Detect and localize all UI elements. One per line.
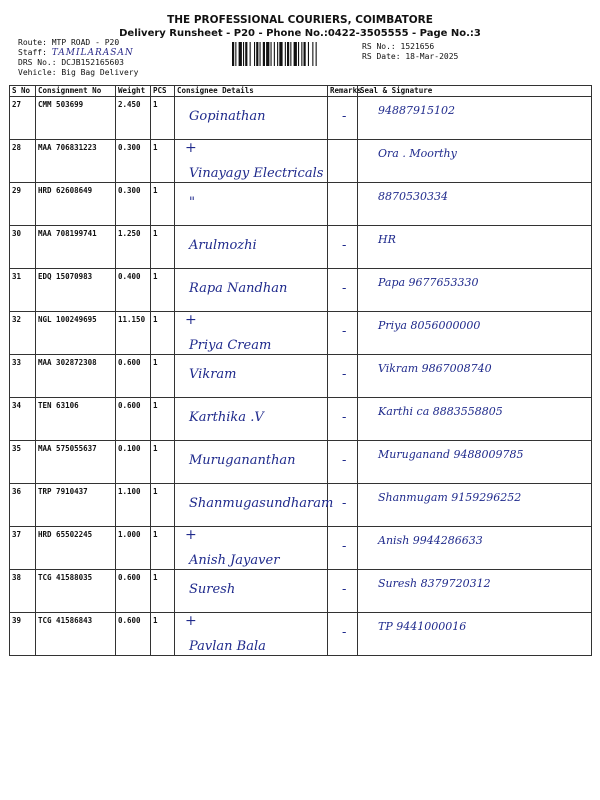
cell-pcs: 1 <box>151 441 175 484</box>
cell-sno: 37 <box>10 527 36 570</box>
barcode-bar <box>250 42 251 66</box>
cell-weight: 0.600 <box>116 355 151 398</box>
cell-consignment-no: TEN 63106 <box>36 398 116 441</box>
cell-sno: 35 <box>10 441 36 484</box>
meta-right <box>362 42 458 62</box>
cell-signature <box>358 312 592 355</box>
hand-mark: + <box>185 312 197 328</box>
table-row <box>10 613 592 656</box>
col-header-remarks: Remarks <box>328 86 358 97</box>
cell-consignee <box>175 183 328 226</box>
cell-consignee <box>175 484 334 527</box>
signature-text: TP 9441000016 <box>378 620 467 633</box>
cell-consignee <box>175 312 328 355</box>
staff-label: Staff: <box>18 48 47 57</box>
cell-signature <box>358 97 592 140</box>
cell-sno: 39 <box>10 613 36 656</box>
barcode-bar <box>232 42 234 66</box>
cell-pcs: 1 <box>151 398 175 441</box>
cell-pcs: 1 <box>151 97 175 140</box>
remark-text: - <box>342 324 347 339</box>
cell-weight: 1.100 <box>116 484 151 527</box>
cell-signature <box>358 613 592 656</box>
cell-consignee <box>175 613 328 656</box>
cell-consignee <box>175 226 328 269</box>
consignee-name: Suresh <box>189 582 236 597</box>
barcode-bar <box>239 42 242 66</box>
consignee-name: Rapa Nandhan <box>189 281 288 296</box>
cell-consignment-no: TCG 41588035 <box>36 570 116 613</box>
cell-signature <box>358 183 592 226</box>
meta-left <box>18 38 138 78</box>
barcode-bar <box>290 42 291 66</box>
barcode-image <box>232 42 352 66</box>
cell-signature <box>358 226 592 269</box>
cell-consignment-no: MAA 575055637 <box>36 441 116 484</box>
cell-consignment-no: EDQ 15070983 <box>36 269 116 312</box>
cell-consignee <box>175 570 328 613</box>
cell-consignment-no: MAA 708199741 <box>36 226 116 269</box>
company-title: THE PROFESSIONAL COURIERS, COIMBATORE <box>167 14 433 26</box>
cell-pcs: 1 <box>151 140 175 183</box>
remark-text: - <box>342 625 347 640</box>
remark-text <box>330 142 355 154</box>
barcode-bar <box>304 42 306 66</box>
cell-consignment-no: CMM 503699 <box>36 97 116 140</box>
signature-text: Vikram 9867008740 <box>378 362 492 375</box>
signature-text: 8870530334 <box>378 190 448 203</box>
col-header-sno: S No <box>10 86 36 97</box>
table-row <box>10 398 592 441</box>
consignee-name: Vinayagy Electricals <box>189 166 324 181</box>
table-row <box>10 570 592 613</box>
table-row <box>10 269 592 312</box>
cell-consignment-no: MAA 302872308 <box>36 355 116 398</box>
cell-remarks <box>328 97 358 140</box>
cell-sno: 32 <box>10 312 36 355</box>
cell-consignee <box>175 355 328 398</box>
remark-text: - <box>342 367 347 382</box>
cell-weight: 2.450 <box>116 97 151 140</box>
cell-pcs: 1 <box>151 613 175 656</box>
signature-text: Suresh 8379720312 <box>378 577 491 590</box>
cell-pcs: 1 <box>151 355 175 398</box>
remark-text: - <box>342 109 347 124</box>
cell-sno: 29 <box>10 183 36 226</box>
barcode-bar <box>308 42 309 66</box>
table-row <box>10 441 592 484</box>
cell-remarks <box>328 183 358 226</box>
cell-weight: 0.600 <box>116 398 151 441</box>
cell-consignee <box>175 398 328 441</box>
signature-text: Anish 9944286633 <box>378 534 483 547</box>
cell-remarks <box>328 527 358 570</box>
consignee-name: Murugananthan <box>189 453 296 468</box>
barcode-bar <box>263 42 265 66</box>
cell-consignee <box>175 527 328 570</box>
cell-sno: 31 <box>10 269 36 312</box>
cell-weight: 0.100 <box>116 441 151 484</box>
consignee-name: Karthika .V <box>189 410 264 425</box>
barcode-bar <box>294 42 297 66</box>
col-header-seal: Seal & Signature <box>358 86 592 97</box>
cell-signature <box>358 570 592 613</box>
cell-remarks <box>328 226 358 269</box>
barcode-bar <box>266 42 269 66</box>
barcode-bar <box>256 42 258 66</box>
staff-line <box>18 48 138 58</box>
table-row <box>10 140 592 183</box>
remark-text: - <box>342 281 347 296</box>
cell-remarks <box>328 441 358 484</box>
signature-text: HR <box>378 233 396 246</box>
cell-weight: 1.250 <box>116 226 151 269</box>
signature-text: Papa 9677653330 <box>378 276 479 289</box>
barcode-bar <box>279 42 282 66</box>
drs-line: DRS No.: DCJB152165603 <box>18 58 124 67</box>
cell-pcs: 1 <box>151 570 175 613</box>
cell-signature <box>358 398 592 441</box>
cell-consignment-no: TCG 41586843 <box>36 613 116 656</box>
route-line: Route: MTP ROAD - P20 <box>18 38 120 47</box>
signature-text: Priya 8056000000 <box>378 319 481 332</box>
signature-text: Ora . Moorthy <box>378 147 457 160</box>
barcode-bar <box>287 42 289 66</box>
cell-consignment-no: TRP 7910437 <box>36 484 116 527</box>
hand-mark: + <box>185 140 197 156</box>
signature-text: Shanmugam 9159296252 <box>378 491 522 504</box>
cell-consignment-no: NGL 100249695 <box>36 312 116 355</box>
cell-sno: 33 <box>10 355 36 398</box>
consignee-name: Priya Cream <box>189 338 272 353</box>
vehicle-line: Vehicle: Big Bag Delivery <box>18 68 139 77</box>
cell-sno: 38 <box>10 570 36 613</box>
hand-mark: + <box>185 527 197 543</box>
cell-pcs: 1 <box>151 312 175 355</box>
barcode-bar <box>260 42 261 66</box>
cell-remarks <box>328 140 358 183</box>
table-row <box>10 226 592 269</box>
runsheet-title: Delivery Runsheet - P20 - Phone No.:0422-3505555 - Page No.:3 <box>119 28 481 39</box>
hand-mark: + <box>185 613 197 629</box>
cell-weight: 0.300 <box>116 140 151 183</box>
cell-sno: 34 <box>10 398 36 441</box>
barcode-bar <box>245 42 247 66</box>
cell-pcs: 1 <box>151 527 175 570</box>
cell-signature <box>358 355 592 398</box>
cell-pcs: 1 <box>151 269 175 312</box>
cell-consignee <box>175 140 328 183</box>
cell-weight: 0.600 <box>116 570 151 613</box>
barcode-bar <box>285 42 286 66</box>
cell-weight: 0.600 <box>116 613 151 656</box>
consignee-name: Gopinathan <box>189 109 266 124</box>
cell-remarks <box>328 398 358 441</box>
cell-consignee <box>175 97 328 140</box>
cell-weight: 0.400 <box>116 269 151 312</box>
signature-text: Muruganand 9488009785 <box>378 448 524 461</box>
remark-text: - <box>342 539 347 554</box>
cell-pcs: 1 <box>151 484 175 527</box>
cell-consignee <box>175 441 328 484</box>
cell-consignment-no: MAA 706831223 <box>36 140 116 183</box>
barcode-bar <box>301 42 302 66</box>
runsheet-table <box>9 85 592 656</box>
col-header-consignment: Consignment No <box>36 86 116 97</box>
cell-signature <box>358 527 592 570</box>
remark-text: - <box>342 410 347 425</box>
barcode-bar <box>312 42 313 66</box>
cell-signature <box>358 441 592 484</box>
cell-sno: 36 <box>10 484 36 527</box>
cell-signature <box>358 140 592 183</box>
cell-remarks <box>328 570 358 613</box>
signature-text: 94887915102 <box>378 104 455 117</box>
barcode-bar <box>274 42 275 66</box>
cell-remarks <box>328 269 358 312</box>
cell-signature <box>358 484 592 527</box>
consignee-name: Pavlan Bala <box>189 639 266 654</box>
cell-remarks <box>328 613 358 656</box>
col-header-pcs: PCS <box>151 86 175 97</box>
table-row <box>10 312 592 355</box>
consignee-name: " <box>189 195 195 210</box>
barcode-bar <box>254 42 255 66</box>
rs-number: RS No.: 1521656 <box>362 42 435 51</box>
barcode-bar <box>298 42 299 66</box>
remark-text: - <box>342 453 347 468</box>
cell-sno: 28 <box>10 140 36 183</box>
consignee-name: Vikram <box>189 367 237 382</box>
cell-pcs: 1 <box>151 226 175 269</box>
remark-text: - <box>342 582 347 597</box>
remark-text <box>330 185 355 197</box>
cell-remarks <box>328 355 358 398</box>
table-row <box>10 183 592 226</box>
barcode-bar <box>235 42 236 66</box>
consignee-name: Anish Jayaver <box>189 553 280 568</box>
staff-name: TAMILARASAN <box>51 48 134 58</box>
consignee-name: Arulmozhi <box>189 238 257 253</box>
cell-sno: 27 <box>10 97 36 140</box>
cell-weight: 11.150 <box>116 312 151 355</box>
rs-date: RS Date: 18-Mar-2025 <box>362 52 459 61</box>
table-row <box>10 355 592 398</box>
cell-consignment-no: HRD 62608649 <box>36 183 116 226</box>
col-header-consignee: Consignee Details <box>175 86 328 97</box>
signature-text: Karthi ca 8883558805 <box>378 405 503 418</box>
consignee-name: Shanmugasundharam <box>189 496 334 511</box>
table-row <box>10 97 592 140</box>
cell-pcs: 1 <box>151 183 175 226</box>
barcode-bar <box>316 42 317 66</box>
cell-weight: 1.000 <box>116 527 151 570</box>
cell-weight: 0.300 <box>116 183 151 226</box>
cell-consignee <box>175 269 328 312</box>
table-row <box>10 484 592 527</box>
cell-signature <box>358 269 592 312</box>
remark-text: - <box>342 496 347 511</box>
barcode-bar <box>271 42 272 66</box>
cell-sno: 30 <box>10 226 36 269</box>
table-row <box>10 527 592 570</box>
table-header-row <box>10 86 592 97</box>
cell-consignment-no: HRD 65502245 <box>36 527 116 570</box>
cell-remarks <box>328 312 358 355</box>
barcode-bar <box>243 42 244 66</box>
barcode-bar <box>277 42 278 66</box>
remark-text: - <box>342 238 347 253</box>
col-header-weight: Weight <box>116 86 151 97</box>
